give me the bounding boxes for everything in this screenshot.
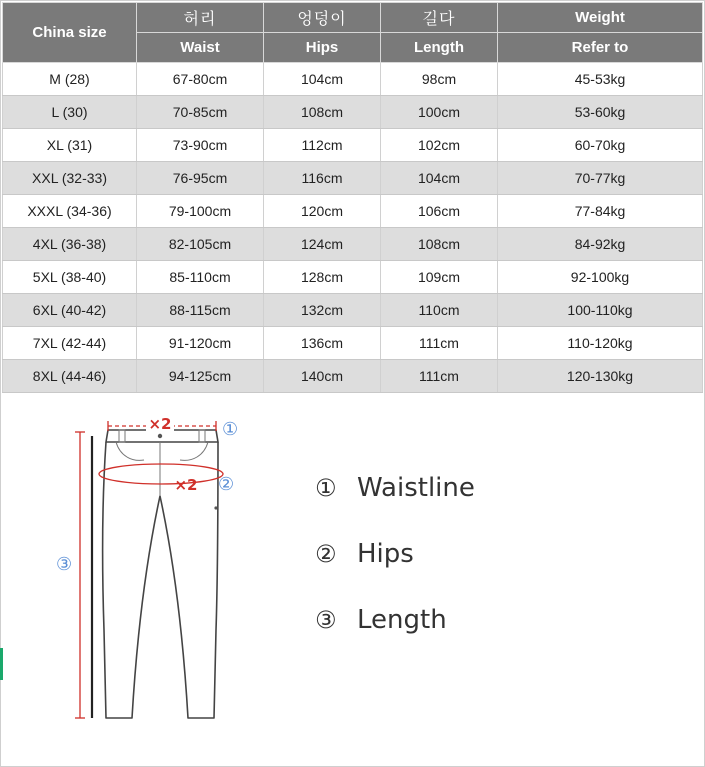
cell-size: M (28) (3, 63, 137, 96)
cell-length: 111cm (381, 360, 498, 393)
pants-outline (103, 430, 218, 718)
cell-hips: 112cm (264, 129, 381, 162)
edge-accent (0, 648, 3, 680)
cell-weight: 53-60kg (498, 96, 703, 129)
table-row (3, 228, 703, 261)
cell-waist: 94-125cm (137, 360, 264, 393)
cell-weight: 120-130kg (498, 360, 703, 393)
cell-length: 109cm (381, 261, 498, 294)
cell-size: 5XL (38-40) (3, 261, 137, 294)
cell-size: 7XL (42-44) (3, 327, 137, 360)
cell-hips: 124cm (264, 228, 381, 261)
cell-hips: 140cm (264, 360, 381, 393)
measurement-legend (315, 455, 475, 653)
cell-waist: 76-95cm (137, 162, 264, 195)
cell-size: 8XL (44-46) (3, 360, 137, 393)
cell-length: 102cm (381, 129, 498, 162)
cell-hips: 116cm (264, 162, 381, 195)
cell-weight: 84-92kg (498, 228, 703, 261)
header-waist-korean: 허리 (137, 3, 264, 33)
table-row (3, 162, 703, 195)
cell-weight: 110-120kg (498, 327, 703, 360)
cell-waist: 73-90cm (137, 129, 264, 162)
legend-number: ③ (315, 606, 337, 634)
legend-number: ① (315, 474, 337, 502)
table-row (3, 294, 703, 327)
cell-weight: 100-110kg (498, 294, 703, 327)
cell-waist: 85-110cm (137, 261, 264, 294)
header-length-korean: 길다 (381, 3, 498, 33)
table-row (3, 96, 703, 129)
cell-length: 98cm (381, 63, 498, 96)
cell-length: 108cm (381, 228, 498, 261)
legend-item-hips (315, 521, 475, 587)
table-row (3, 327, 703, 360)
cell-hips: 128cm (264, 261, 381, 294)
hips-measure-ellipse (99, 464, 223, 484)
cell-weight: 70-77kg (498, 162, 703, 195)
hips-times-two: ×2 (174, 476, 198, 494)
cell-length: 110cm (381, 294, 498, 327)
pants-measurement-diagram (40, 400, 280, 730)
cell-size: XXL (32-33) (3, 162, 137, 195)
cell-weight: 77-84kg (498, 195, 703, 228)
header-length: Length (381, 33, 498, 63)
legend-item-length (315, 587, 475, 653)
cell-waist: 82-105cm (137, 228, 264, 261)
cell-length: 111cm (381, 327, 498, 360)
cell-length: 104cm (381, 162, 498, 195)
header-hips-korean: 엉덩이 (264, 3, 381, 33)
cell-size: XL (31) (3, 129, 137, 162)
cell-length: 106cm (381, 195, 498, 228)
cell-waist: 79-100cm (137, 195, 264, 228)
header-china-size: China size (3, 3, 137, 63)
legend-label: Waistline (357, 473, 475, 503)
table-row (3, 360, 703, 393)
cell-waist: 70-85cm (137, 96, 264, 129)
waist-times-two: ×2 (148, 415, 172, 433)
cell-weight: 92-100kg (498, 261, 703, 294)
cell-hips: 136cm (264, 327, 381, 360)
marker-waist-badge: ① (222, 419, 239, 440)
cell-waist: 88-115cm (137, 294, 264, 327)
legend-label: Hips (357, 539, 414, 569)
marker-hips-badge: ② (218, 474, 235, 495)
cell-size: L (30) (3, 96, 137, 129)
legend-label: Length (357, 605, 447, 635)
cell-hips: 120cm (264, 195, 381, 228)
size-chart-table (2, 2, 703, 393)
cell-hips: 104cm (264, 63, 381, 96)
cell-waist: 67-80cm (137, 63, 264, 96)
header-waist: Waist (137, 33, 264, 63)
header-refer-to: Refer to (498, 33, 703, 63)
table-row (3, 195, 703, 228)
table-row (3, 261, 703, 294)
legend-number: ② (315, 540, 337, 568)
cell-hips: 108cm (264, 96, 381, 129)
table-row (3, 63, 703, 96)
cell-weight: 45-53kg (498, 63, 703, 96)
header-weight: Weight (498, 3, 703, 33)
table-row (3, 129, 703, 162)
cell-size: 6XL (40-42) (3, 294, 137, 327)
header-hips: Hips (264, 33, 381, 63)
cell-size: XXXL (34-36) (3, 195, 137, 228)
marker-length-badge: ③ (56, 554, 73, 575)
cell-hips: 132cm (264, 294, 381, 327)
cell-weight: 60-70kg (498, 129, 703, 162)
header-row-primary (3, 3, 703, 33)
legend-item-waistline (315, 455, 475, 521)
cell-size: 4XL (36-38) (3, 228, 137, 261)
cell-waist: 91-120cm (137, 327, 264, 360)
cell-length: 100cm (381, 96, 498, 129)
